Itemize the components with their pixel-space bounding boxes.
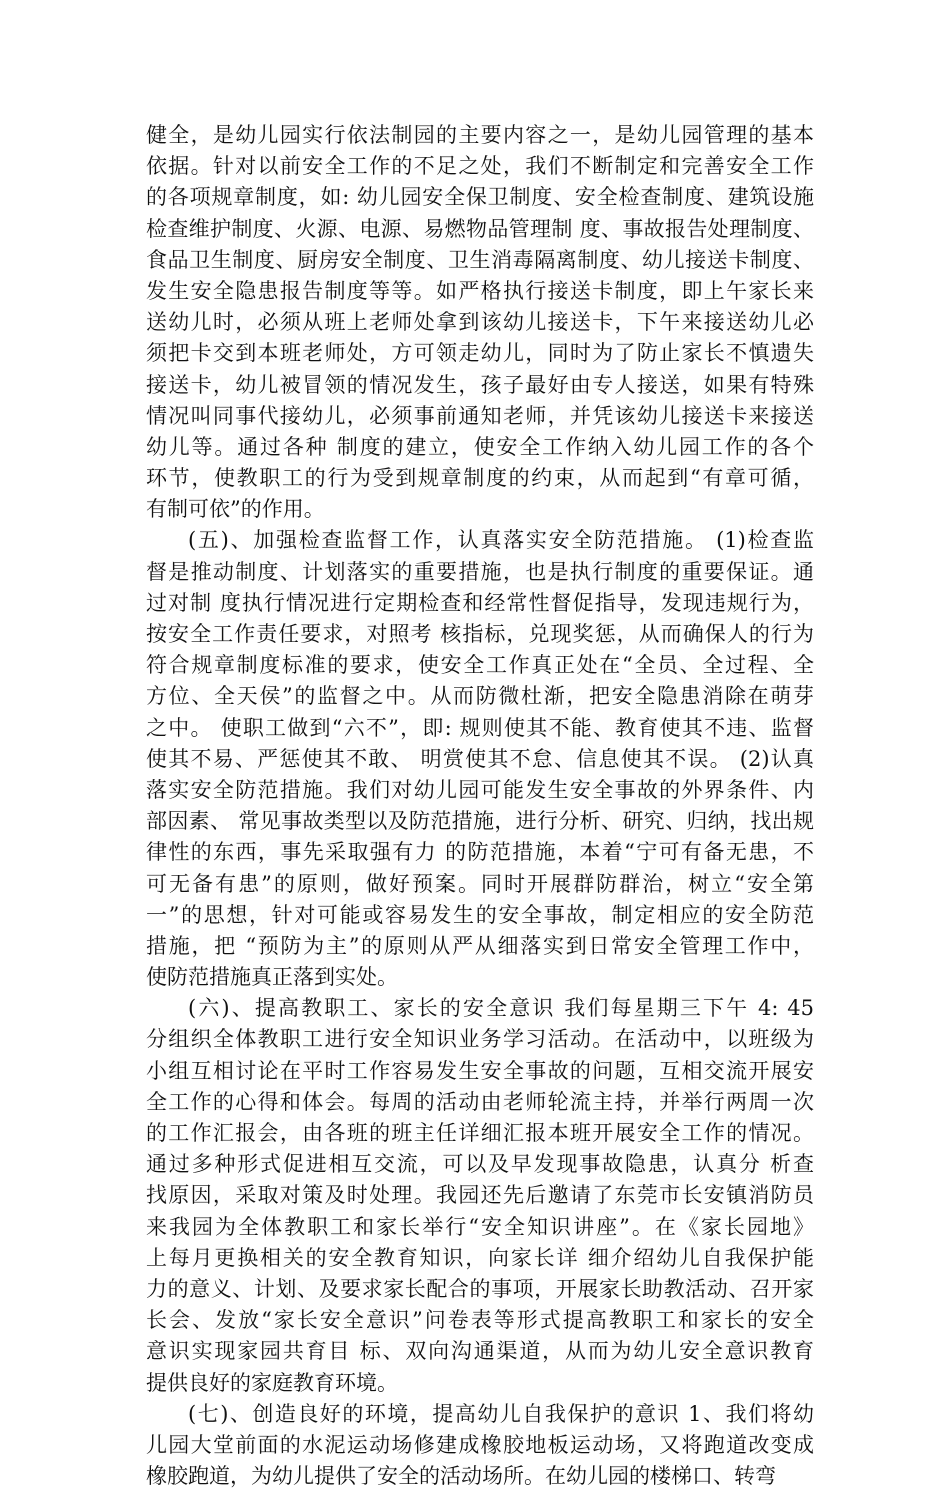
text-line: 符合规章制度标准的要求，使安全工作真正处在“全员、全过程、全 (146, 653, 814, 678)
text-line: 措施，把 “预防为主”的原则从严从细落实到日常安全管理工作中， (146, 933, 814, 958)
text-line: 分组织全体教职工进行安全知识业务学习活动。在活动中，以班级为 (146, 1027, 814, 1052)
text-line: 健全，是幼儿园实行依法制园的主要内容之一，是幼儿园管理的基本 (146, 123, 814, 147)
text-line: 落实安全防范措施。我们对幼儿园可能发生安全事故的外界条件、内 (146, 777, 814, 802)
text-line: 之中。 使职工做到“六不”，即: 规则使其不能、教育使其不违、监督 (146, 715, 814, 740)
text-line: 有制可依”的作用。 (146, 497, 325, 522)
text-line: 须把卡交到本班老师处，方可领走幼儿，同时为了防止家长不慎遗失 (146, 341, 814, 366)
text-line: 小组互相讨论在平时工作容易发生安全事故的问题，互相交流开展安 (146, 1058, 814, 1083)
text-line: 全工作的心得和体会。每周的活动由老师轮流主持，并举行两周一次 (146, 1089, 814, 1114)
text-line: 一”的思想，针对可能或容易发生的安全事故，制定相应的安全防范 (146, 902, 814, 927)
document-page (146, 120, 814, 1492)
text-line: 来我园为全体教职工和家长举行“安全知识讲座”。在《家长园地》 (146, 1214, 814, 1239)
text-line: 幼儿等。通过各种 制度的建立，使安全工作纳入幼儿园工作的各个 (146, 434, 814, 459)
text-line: 方位、全天侯”的监督之中。从而防微杜渐，把安全隐患消除在萌芽 (146, 684, 814, 709)
text-line: 提供良好的家庭教育环境。 (146, 1370, 398, 1395)
text-line: 律性的东西，事先采取强有力 的防范措施，本着“宁可有备无患，不 (146, 840, 814, 865)
text-line: 发生安全隐患报告制度等等。如严格执行接送卡制度，即上午家长来 (146, 278, 814, 303)
text-line: 过对制 度执行情况进行定期检查和经常性督促指导，发现违规行为， (146, 590, 814, 615)
text-line: 的各项规章制度，如: 幼儿园安全保卫制度、安全检查制度、建筑设施 (146, 185, 814, 210)
text-line: 使其不易、严惩使其不敢、 明赏使其不怠、信息使其不误。 (2)认真 (146, 746, 814, 771)
paragraph-p4 (146, 1399, 814, 1492)
text-line: 使防范措施真正落到实处。 (146, 965, 398, 990)
paragraph-p2 (146, 525, 814, 993)
text-line: 力的意义、计划、及要求家长配合的事项，开展家长助教活动、召开家 (146, 1276, 814, 1301)
text-line: 可无备有患”的原则，做好预案。同时开展群防群治，树立“安全第 (146, 871, 814, 896)
paragraph-p3 (146, 993, 814, 1398)
text-line: (七)、创造良好的环境，提高幼儿自我保护的意识 1、我们将幼 (188, 1401, 814, 1426)
paragraph-p1 (146, 120, 814, 525)
text-line: 意识实现家园共育目 标、双向沟通渠道，从而为幼儿安全意识教育 (146, 1339, 814, 1364)
text-line: 儿园大堂前面的水泥运动场修建成橡胶地板运动场，又将跑道改变成 (146, 1432, 814, 1457)
text-line: 检查维护制度、火源、电源、易燃物品管理制 度、事故报告处理制度、 (146, 216, 814, 241)
text-line: (六)、提高教职工、家长的安全意识 我们每星期三下午 4: 45 (188, 996, 814, 1021)
text-line: 情况叫同事代接幼儿，必须事前通知老师，并凭该幼儿接送卡来接送 (146, 403, 814, 428)
text-line: 长会、发放“家长安全意识”问卷表等形式提高教职工和家长的安全 (146, 1308, 814, 1333)
text-line: 橡胶跑道，为幼儿提供了安全的活动场所。在幼儿园的楼梯口、转弯 (146, 1464, 776, 1489)
text-line: 接送卡，幼儿被冒领的情况发生，孩子最好由专人接送，如果有特殊 (146, 372, 814, 397)
text-line: 部因素、 常见事故类型以及防范措施，进行分析、研究、归纳，找出规 (146, 809, 814, 834)
text-line: (五)、加强检查监督工作，认真落实安全防范措施。 (1)检查监 (188, 528, 814, 553)
text-line: 依据。针对以前安全工作的不足之处，我们不断制定和完善安全工作 (146, 154, 814, 179)
text-line: 上每月更换相关的安全教育知识，向家长详 细介绍幼儿自我保护能 (146, 1245, 814, 1270)
text-line: 通过多种形式促进相互交流，可以及早发现事故隐患，认真分 析查 (146, 1152, 814, 1177)
text-line: 环节，使教职工的行为受到规章制度的约束，从而起到“有章可循， (146, 466, 814, 491)
text-line: 督是推动制度、计划落实的重要措施，也是执行制度的重要保证。通 (146, 559, 814, 584)
text-line: 按安全工作责任要求，对照考 核指标，兑现奖惩，从而确保人的行为 (146, 622, 814, 646)
text-line: 的工作汇报会，由各班的班主任详细汇报本班开展安全工作的情况。 (146, 1121, 814, 1145)
text-line: 送幼儿时，必须从班上老师处拿到该幼儿接送卡，下午来接送幼儿必 (146, 310, 814, 335)
text-line: 找原因，采取对策及时处理。我园还先后邀请了东莞市长安镇消防员 (146, 1183, 814, 1208)
text-line: 食品卫生制度、厨房安全制度、卫生消毒隔离制度、幼儿接送卡制度、 (146, 247, 814, 272)
